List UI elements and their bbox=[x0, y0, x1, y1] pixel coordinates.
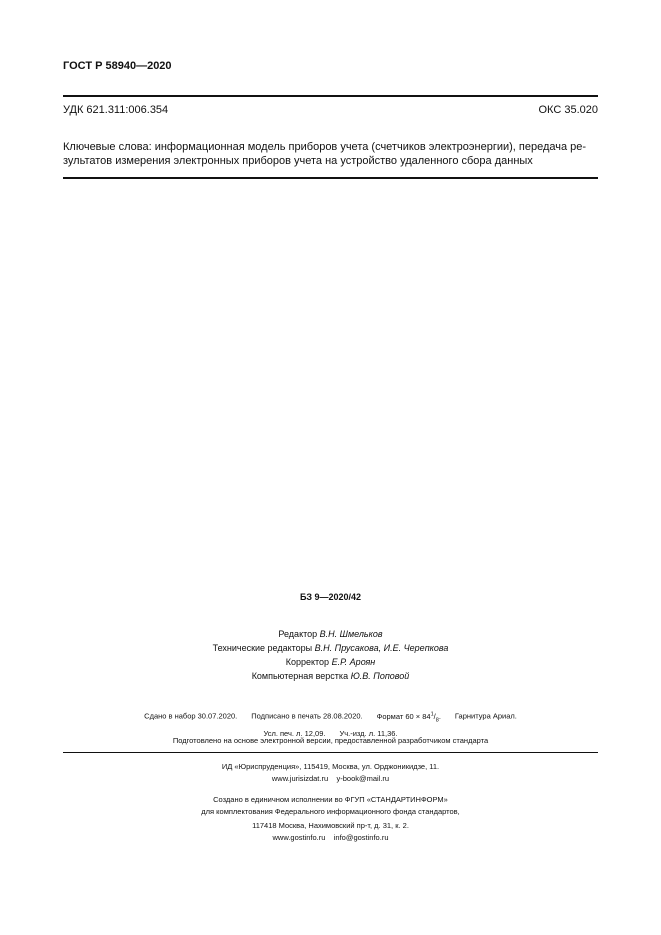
udc-code: УДК 621.311:006.354 bbox=[63, 104, 169, 116]
cond-sheets: Усл. печ. л. 12,09. bbox=[263, 729, 326, 738]
keywords-block bbox=[63, 140, 598, 168]
publisher-line-1: ИД «Юриспруденция», 115419, Москва, ул. Орджоникидзе, 11. bbox=[221, 762, 440, 771]
credit-tech-editors bbox=[0, 641, 661, 655]
typeface: Гарнитура Ариал. bbox=[454, 711, 517, 721]
editor-name: В.Н. Шмельков bbox=[319, 629, 383, 639]
keywords-line-2: зультатов измерения электронных приборов учета на устройство удаленного сбора данных bbox=[63, 155, 533, 167]
address-block bbox=[0, 820, 661, 844]
publisher-line-2: www.jurisizdat.ru y-book@mail.ru bbox=[271, 774, 390, 783]
editor-role: Редактор bbox=[278, 629, 318, 639]
credits-block bbox=[0, 627, 661, 683]
pub-sheets: Уч.-изд. л. 11,36. bbox=[339, 729, 398, 738]
bottom-divider bbox=[63, 752, 598, 753]
signed-date: Подписано в печать 28.08.2020. bbox=[251, 711, 363, 721]
standartinform-line-1: Создано в единичном исполнении во ФГУП «СТАНДАРТИНФОРМ» bbox=[213, 795, 448, 804]
keywords-divider bbox=[63, 177, 598, 179]
credit-corrector bbox=[0, 655, 661, 669]
corrector-role: Корректор bbox=[285, 657, 330, 667]
corrector-name: Е.Р. Ароян bbox=[331, 657, 376, 667]
address-line-2: www.gostinfo.ru info@gostinfo.ru bbox=[272, 833, 389, 842]
tech-role: Технические редакторы bbox=[212, 643, 313, 653]
standartinform-block bbox=[0, 794, 661, 818]
document-code: ГОСТ Р 58940—2020 bbox=[63, 60, 172, 72]
credit-layout bbox=[0, 669, 661, 683]
set-date: Сдано в набор 30.07.2020. bbox=[144, 711, 238, 721]
format: Формат $60 \times 84^1/_8$. bbox=[376, 711, 441, 723]
print-info-line-1 bbox=[0, 707, 661, 727]
publisher-block bbox=[0, 761, 661, 785]
oks-code: ОКС 35.020 bbox=[538, 104, 598, 116]
keywords-line-1: Ключевые слова: информационная модель приборов учета (счетчиков электроэнергии), передача ре- bbox=[63, 141, 587, 153]
standartinform-line-2: для комплектования Федерального информационного фонда стандартов, bbox=[201, 807, 460, 816]
top-divider bbox=[63, 95, 598, 97]
credit-editor bbox=[0, 627, 661, 641]
tech-names: В.Н. Прусакова, И.Е. Черепкова bbox=[314, 643, 449, 653]
address-line-1: 117418 Москва, Нахимовский пр-т, д. 31, к. 2. bbox=[252, 821, 409, 830]
bz-number: БЗ 9—2020/42 bbox=[299, 592, 362, 602]
prepared-note: Подготовлено на основе электронной версии, предоставленной разработчиком стандарта bbox=[172, 736, 489, 745]
layout-role: Компьютерная верстка bbox=[251, 671, 349, 681]
layout-name: Ю.В. Поповой bbox=[350, 671, 410, 681]
